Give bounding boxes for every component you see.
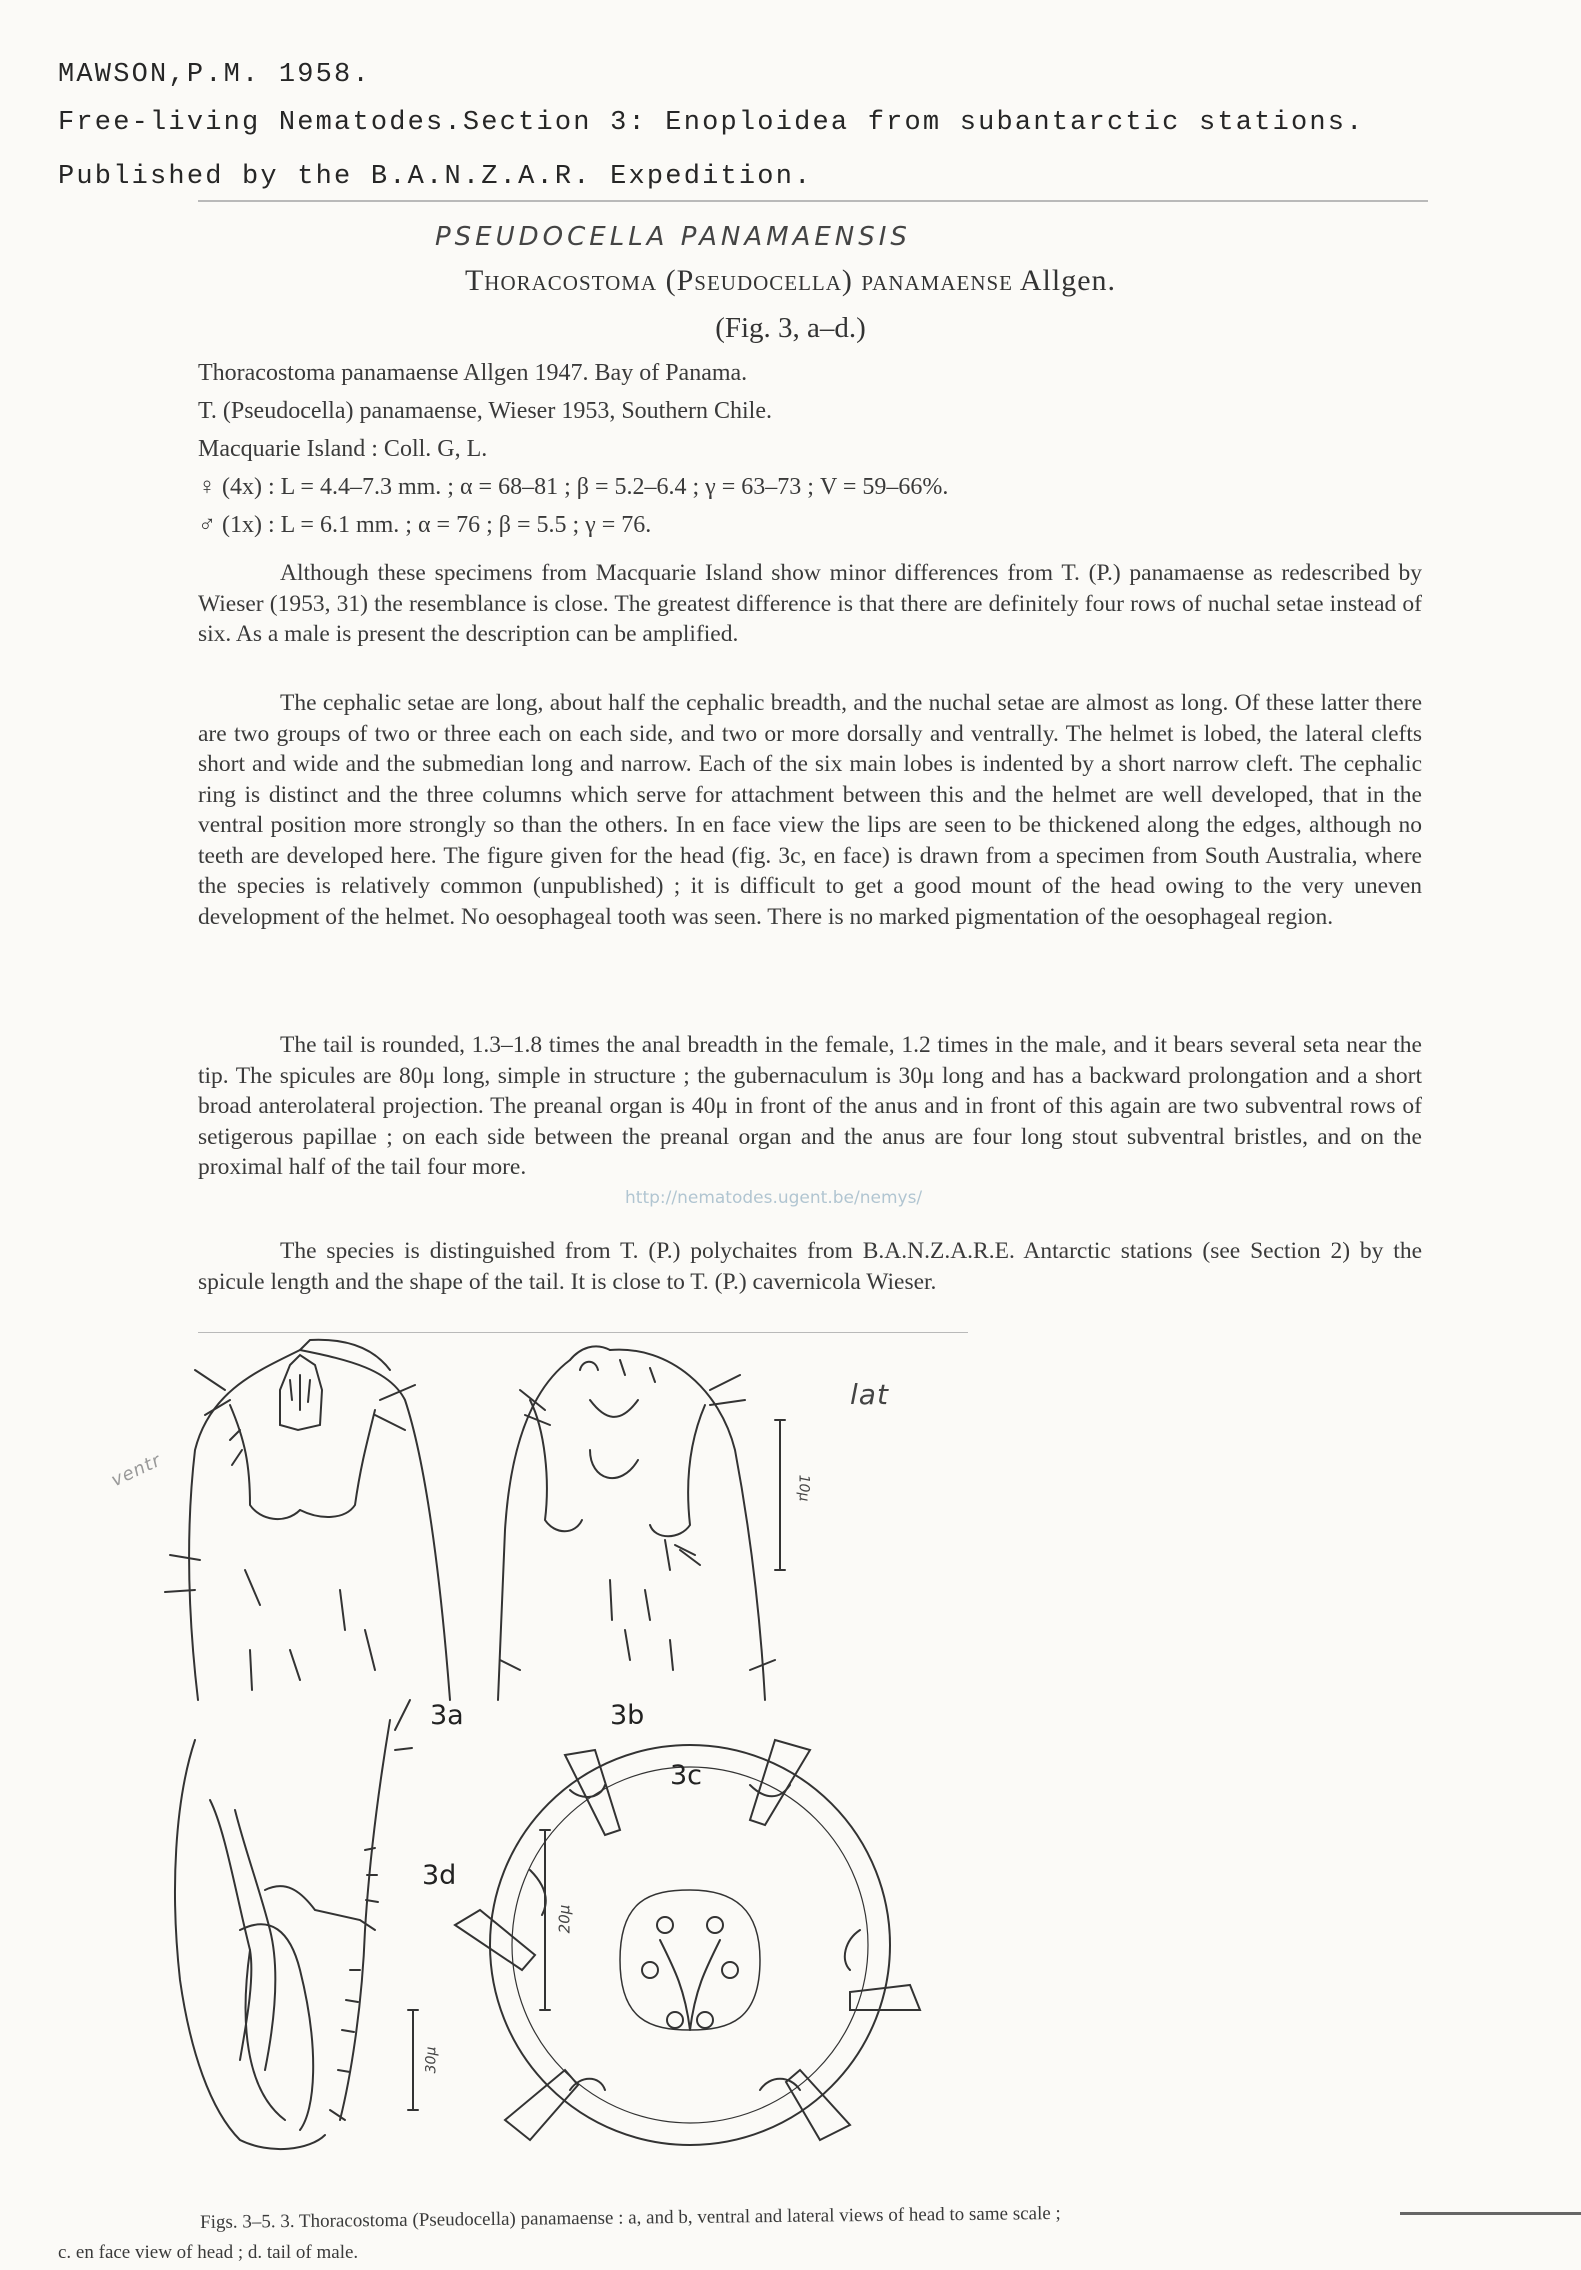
title-author: Allgen.	[1019, 264, 1117, 297]
header-publisher: Published by the B.A.N.Z.A.R. Expedition.	[58, 162, 813, 192]
title-genus: Thoracostoma	[464, 264, 658, 297]
figure-plate	[108, 1330, 1050, 2200]
fig-3d-male-tail-drawing	[175, 1700, 412, 2149]
female-measurements: ♀ (4x) : L = 4.4–7.3 mm. ; α = 68–81 ; β = 5.2–6.4 ; γ = 63–73 ; V = 59–66%.	[198, 474, 949, 500]
scale-label-d: 30μ	[423, 2046, 440, 2074]
fig-label-3a: 3a	[430, 1700, 464, 1731]
synonymy-line-2: T. (Pseudocella) panamaense, Wieser 1953, Southern Chile.	[198, 398, 772, 424]
figure-caption-continued: c. en face view of head ; d. tail of male.	[58, 2242, 359, 2263]
url-watermark: http://nematodes.ugent.be/nemys/	[625, 1188, 923, 1208]
figure-drawings	[150, 1330, 1050, 2200]
figure-caption: Figs. 3–5. 3. Thoracostoma (Pseudocella) panamaense : a, and b, ventral and lateral views of head to same scale ;	[200, 2202, 1061, 2233]
paragraph-tail-description: The tail is rounded, 1.3–1.8 times the anal breadth in the female, 1.2 times in the male, and it bears several seta near the tip. The spicules are 80μ long, simple in structure ; the gubernaculum is 30μ long and has a backward prolongation and a short broad anterolateral projection. The preanal organ is 40μ in front of the anus and in front of this again are two subventral rows of setigerous papillae ; on each side between the preanal organ and the anus are four long stout subventral bristles, and on the proximal half of the tail four more.	[198, 1032, 1422, 1180]
synonymy-line-1: Thoracostoma panamaense Allgen 1947. Bay of Panama.	[198, 360, 748, 386]
header-author-year: MAWSON,P.M. 1958.	[58, 60, 371, 90]
paragraph-differences: Although these specimens from Macquarie Island show minor differences from T. (P.) panamaense as redescribed by Wieser (1953, 31) the resemblance is close. The greatest difference is that there are definitely four rows of nuchal setae instead of six. As a male is present the description can be amplified.	[198, 560, 1422, 647]
figure-reference: (Fig. 3, a–d.)	[715, 312, 866, 344]
male-measurements: ♂ (1x) : L = 6.1 mm. ; α = 76 ; β = 5.5 ; γ = 76.	[198, 512, 652, 538]
annotation-ventr: ventr	[108, 1449, 165, 1492]
fig-label-3b: 3b	[610, 1700, 645, 1731]
annotation-lat: lat	[850, 1378, 889, 1411]
species-title	[0, 264, 1581, 298]
title-species: panamaense	[861, 264, 1014, 297]
handwritten-species-name: PSEUDOCELLA PANAMAENSIS	[435, 222, 911, 252]
fig-3a-ventral-head-drawing	[165, 1340, 450, 1700]
scale-label-b: 10μ	[795, 1474, 812, 1502]
fig-label-3d: 3d	[422, 1860, 457, 1891]
scale-label-c: 20μ	[555, 1904, 574, 1934]
fig-label-3c: 3c	[670, 1760, 703, 1791]
fig-3c-en-face-head-drawing	[455, 1740, 920, 2145]
header-series-title: Free-living Nematodes.Section 3: Enoploidea from subantarctic stations.	[58, 108, 1365, 138]
locality-line: Macquarie Island : Coll. G, L.	[198, 436, 488, 462]
paragraph-distinction: The species is distinguished from T. (P.) polychaites from B.A.N.Z.A.R.E. Antarctic stations (see Section 2) by the spicule length and the shape of the tail. It is close to T. (P.) cavernicola Wieser.	[198, 1238, 1422, 1295]
title-subgenus: (Pseudocella)	[665, 264, 853, 297]
header-rule	[198, 200, 1428, 202]
paragraph-head-description: The cephalic setae are long, about half the cephalic breadth, and the nuchal setae are almost as long. Of these latter there are two groups of two or three each on each side, and two or more dorsally and ventrally. The helmet is lobed, the lateral clefts short and wide and the submedian long and narrow. Each of the six main lobes is indented by a short narrow cleft. The cephalic ring is distinct and the three columns which serve for attachment between this and the helmet are well developed, that in the ventral position more strongly so than the others. In en face view the lips are seen to be thickened along the edges, although no teeth are developed here. The figure given for the head (fig. 3c, en face) is drawn from a specimen from South Australia, where the species is relatively common (unpublished) ; it is difficult to get a good mount of the head owing to the very uneven development of the helmet. No oesophageal tooth was seen. There is no marked pigmentation of the oesophageal region.	[198, 690, 1422, 930]
fig-3b-lateral-head-drawing	[498, 1346, 775, 1700]
